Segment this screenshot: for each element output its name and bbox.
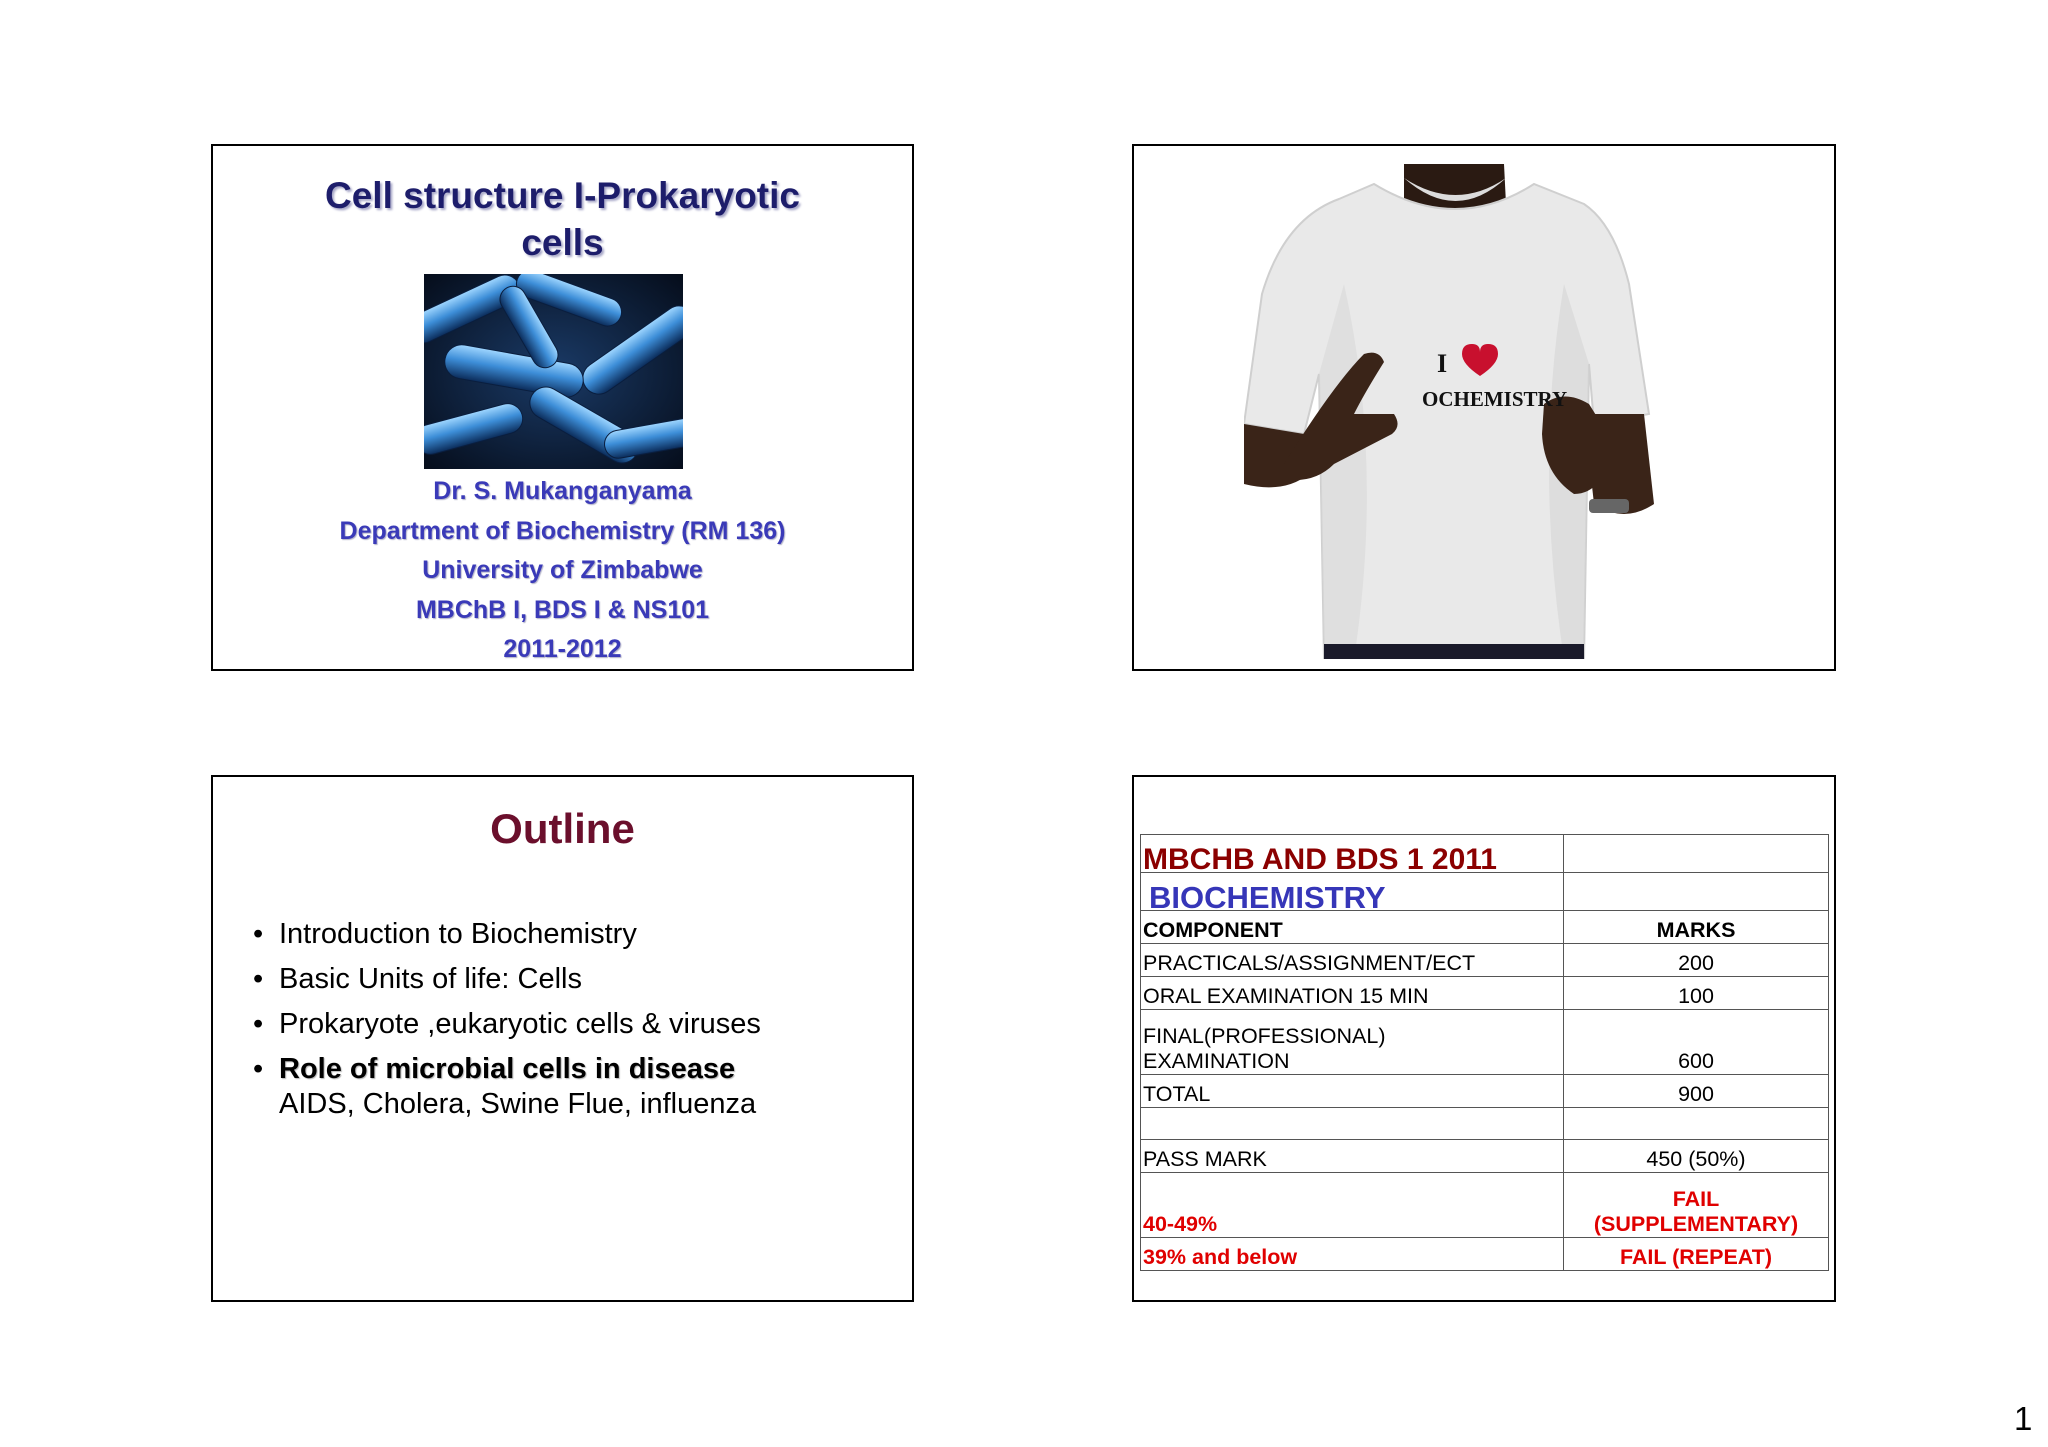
cell-component: ORAL EXAMINATION 15 MIN: [1141, 977, 1564, 1010]
list-item-text: Introduction to Biochemistry: [279, 918, 637, 950]
cell-component: [1141, 1010, 1564, 1075]
header-marks: MARKS: [1564, 911, 1829, 944]
cell-component: 40-49%: [1141, 1173, 1564, 1238]
empty-cell: [1564, 835, 1829, 873]
table-row: [1141, 1010, 1829, 1075]
list-item: [253, 917, 902, 952]
outline-title: Outline: [490, 805, 635, 852]
header-component: COMPONENT: [1141, 911, 1564, 944]
cell-component-line-1: FINAL(PROFESSIONAL): [1143, 1024, 1386, 1048]
list-item: [253, 1007, 902, 1042]
table-row: [1141, 873, 1829, 911]
cell-marks: 200: [1564, 944, 1829, 977]
table-subtitle: BIOCHEMISTRY: [1141, 873, 1564, 911]
table-row: [1141, 1140, 1829, 1173]
empty-cell: [1564, 873, 1829, 911]
slide-outline: [211, 775, 914, 1302]
cell-marks-line-1: FAIL: [1672, 1187, 1720, 1211]
table-row: [1141, 1075, 1829, 1108]
cell-marks: 100: [1564, 977, 1829, 1010]
title-line-2: cells: [521, 222, 604, 263]
bullet: •: [253, 963, 264, 995]
bullet: •: [253, 918, 264, 950]
cell-component-line-2: EXAMINATION: [1143, 1049, 1290, 1073]
table-row: [1141, 977, 1829, 1010]
author-name: Dr. S. Mukanganyama: [433, 477, 692, 505]
table-row: [1141, 1108, 1829, 1140]
list-item-subtext: AIDS, Cholera, Swine Flue, influenza: [279, 1088, 757, 1120]
academic-year: 2011-2012: [503, 635, 622, 663]
courses: MBChB I, BDS I & NS101: [415, 595, 710, 624]
slide-tshirt: [1132, 144, 1836, 671]
bullet: •: [253, 1008, 264, 1040]
list-item: [253, 962, 902, 997]
cell-marks: [1564, 1173, 1829, 1238]
bacteria-image: [424, 274, 683, 469]
table-row: [1141, 1173, 1829, 1238]
slide-title-heading: [213, 172, 912, 266]
shirt-text-i: I: [1437, 349, 1448, 378]
cell-marks: 600: [1564, 1010, 1829, 1075]
cell-marks-line-2: (SUPPLEMENTARY): [1593, 1212, 1799, 1236]
cell-component: PASS MARK: [1141, 1140, 1564, 1173]
shirt-text-biochemistry: OCHEMISTRY: [1422, 387, 1568, 411]
cell-marks: FAIL (REPEAT): [1564, 1238, 1829, 1271]
list-item: [253, 1052, 902, 1122]
outline-list: [253, 917, 902, 1132]
cell-component: PRACTICALS/ASSIGNMENT/ECT: [1141, 944, 1564, 977]
table-row: [1141, 1238, 1829, 1271]
tshirt-photo: [1244, 164, 1674, 659]
cell-component: TOTAL: [1141, 1075, 1564, 1108]
table-row: [1141, 944, 1829, 977]
slide-marks-table: [1132, 775, 1836, 1302]
university: University of Zimbabwe: [422, 556, 703, 584]
list-item-text: Basic Units of life: Cells: [279, 963, 582, 995]
cell-marks: 450 (50%): [1564, 1140, 1829, 1173]
title-line-1: Cell structure I-Prokaryotic: [325, 175, 800, 216]
list-item-text: Prokaryote ,eukaryotic cells & viruses: [279, 1008, 761, 1040]
department: Department of Biochemistry (RM 136): [339, 516, 786, 545]
author-info: [213, 472, 912, 670]
bullet: •: [253, 1053, 264, 1085]
slide-title: [211, 144, 914, 671]
cell-component: 39% and below: [1141, 1238, 1564, 1271]
marks-table: [1140, 834, 1829, 1271]
cell-marks: [1564, 1108, 1829, 1140]
list-item-text: Role of microbial cells in disease: [279, 1053, 736, 1085]
page-number: 1: [2014, 1400, 2033, 1437]
table-title: MBCHB AND BDS 1 2011: [1141, 835, 1564, 873]
table-row: [1141, 911, 1829, 944]
cell-component: [1141, 1108, 1564, 1140]
table-row: [1141, 835, 1829, 873]
cell-marks: 900: [1564, 1075, 1829, 1108]
